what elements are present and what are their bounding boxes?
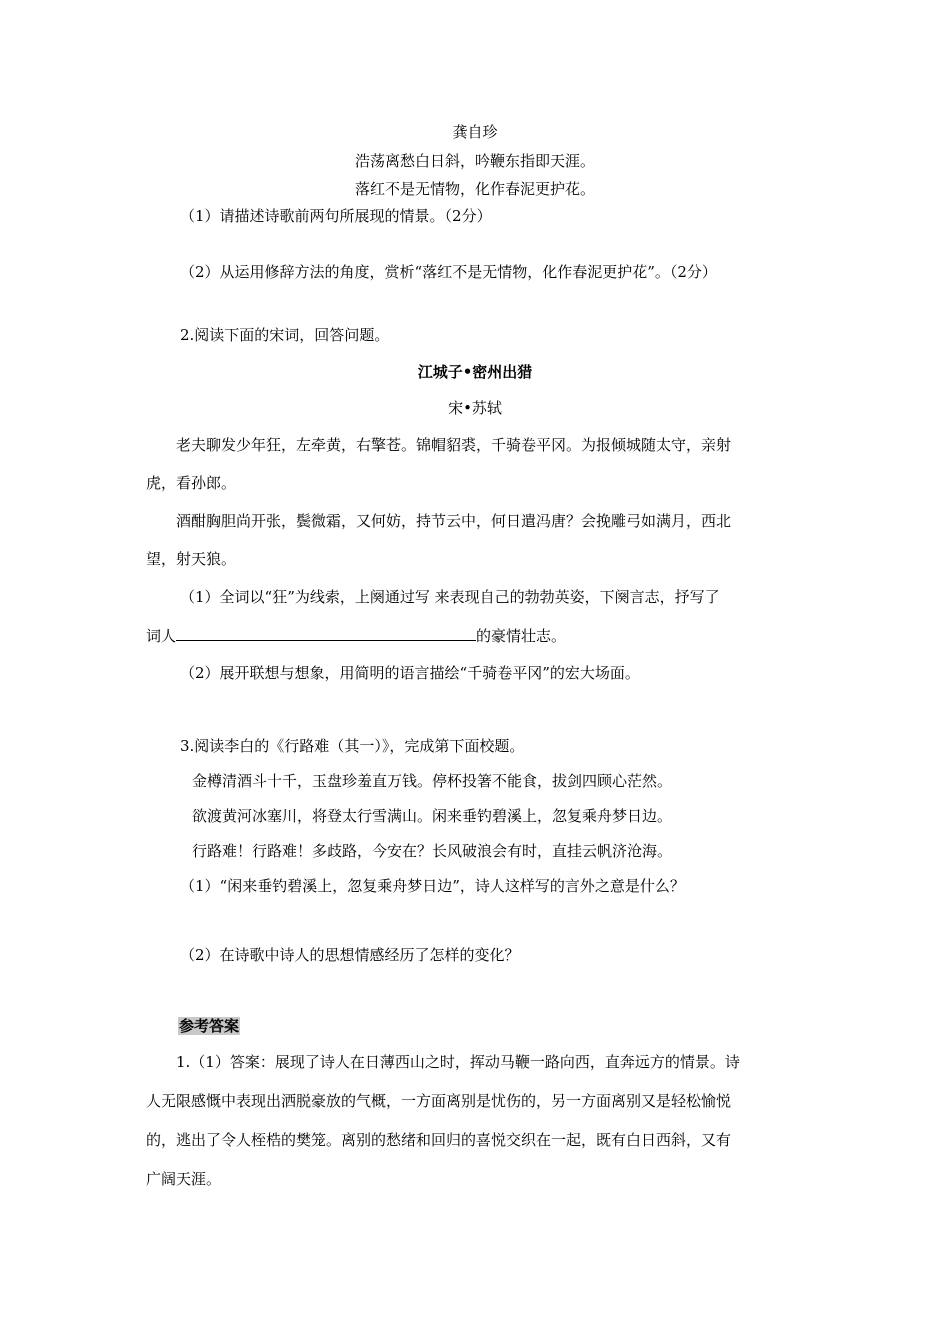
question-1-part-1: （1）请描述诗歌前两句所展现的情景。（2分）: [180, 207, 492, 225]
poem-line: 行路难！行路难！多歧路，今安在？长风破浪会有时，直挂云帆济沧海。: [192, 842, 673, 860]
text-fragment: 的豪情壮志。: [476, 627, 567, 645]
poem-author: 龚自珍: [452, 123, 498, 141]
answer-line: 的，逃出了令人桎梏的樊笼。离别的愁绪和回归的喜悦交织在一起，既有白日西斜，又有: [146, 1131, 732, 1149]
question-3-intro: 3.阅读李白的《行路难（其一）》，完成第下面校题。: [180, 737, 525, 755]
ci-paragraph-1-line-1: 老夫聊发少年狂，左牵黄，右擎苍。锦帽貂裘，千骑卷平冈。为报倾城随太守，亲射: [176, 436, 732, 454]
ci-title: 江城子•密州出猎: [417, 363, 533, 381]
question-2-part-1-line-1: （1）全词以“狂”为线索，上阕通过写 来表现自己的勃勃英姿，下阕言志，抒写了: [180, 588, 720, 606]
answer-line: 人无限感慨中表现出洒脱豪放的气概，一方面离别是忧伤的，另一方面离别又是轻松愉悦: [146, 1092, 732, 1110]
question-1-part-2: （2）从运用修辞方法的角度，赏析“落红不是无情物，化作春泥更护花”。（2分）: [180, 263, 717, 281]
question-3-part-2: （2）在诗歌中诗人的思想情感经历了怎样的变化？: [180, 946, 520, 964]
poem-line: 浩荡离愁白日斜，吟鞭东指即天涯。: [354, 152, 595, 170]
answer-line: 广阔天涯。: [146, 1170, 222, 1188]
answer-blank[interactable]: [176, 625, 476, 641]
poem-line: 金樽清酒斗十千，玉盘珍羞直万钱。停杯投箸不能食，拔剑四顾心茫然。: [192, 772, 673, 790]
ci-paragraph-2-line-2: 望，射天狼。: [146, 550, 237, 568]
question-2-part-2: （2）展开联想与想象，用简明的语言描绘“千骑卷平冈”的宏大场面。: [180, 664, 640, 682]
ci-paragraph-2-line-1: 酒酣胸胆尚开张，鬓微霜，又何妨，持节云中，何日遣冯唐？会挽雕弓如满月，西北: [176, 512, 732, 530]
ci-paragraph-1-line-2: 虎，看孙郎。: [146, 474, 237, 492]
answers-heading: [178, 1016, 240, 1036]
question-3-part-1: （1）“闲来垂钓碧溪上，忽复乘舟梦日边”，诗人这样写的言外之意是什么？: [180, 877, 685, 895]
answers-heading-text: 参考答案: [179, 1017, 240, 1035]
question-2-intro: 2.阅读下面的宋词，回答问题。: [180, 326, 390, 344]
answer-line: 1.（1）答案：展现了诗人在日薄西山之时，挥动马鞭一路向西，直奔远方的情景。诗: [176, 1053, 740, 1071]
poem-line: 欲渡黄河冰塞川，将登太行雪满山。闲来垂钓碧溪上，忽复乘舟梦日边。: [192, 807, 673, 825]
text-fragment: 词人: [146, 627, 177, 645]
question-2-part-1-line-2: [146, 625, 566, 646]
ci-author: 宋•苏轼: [448, 399, 502, 417]
poem-line: 落红不是无情物，化作春泥更护花。: [354, 180, 595, 198]
